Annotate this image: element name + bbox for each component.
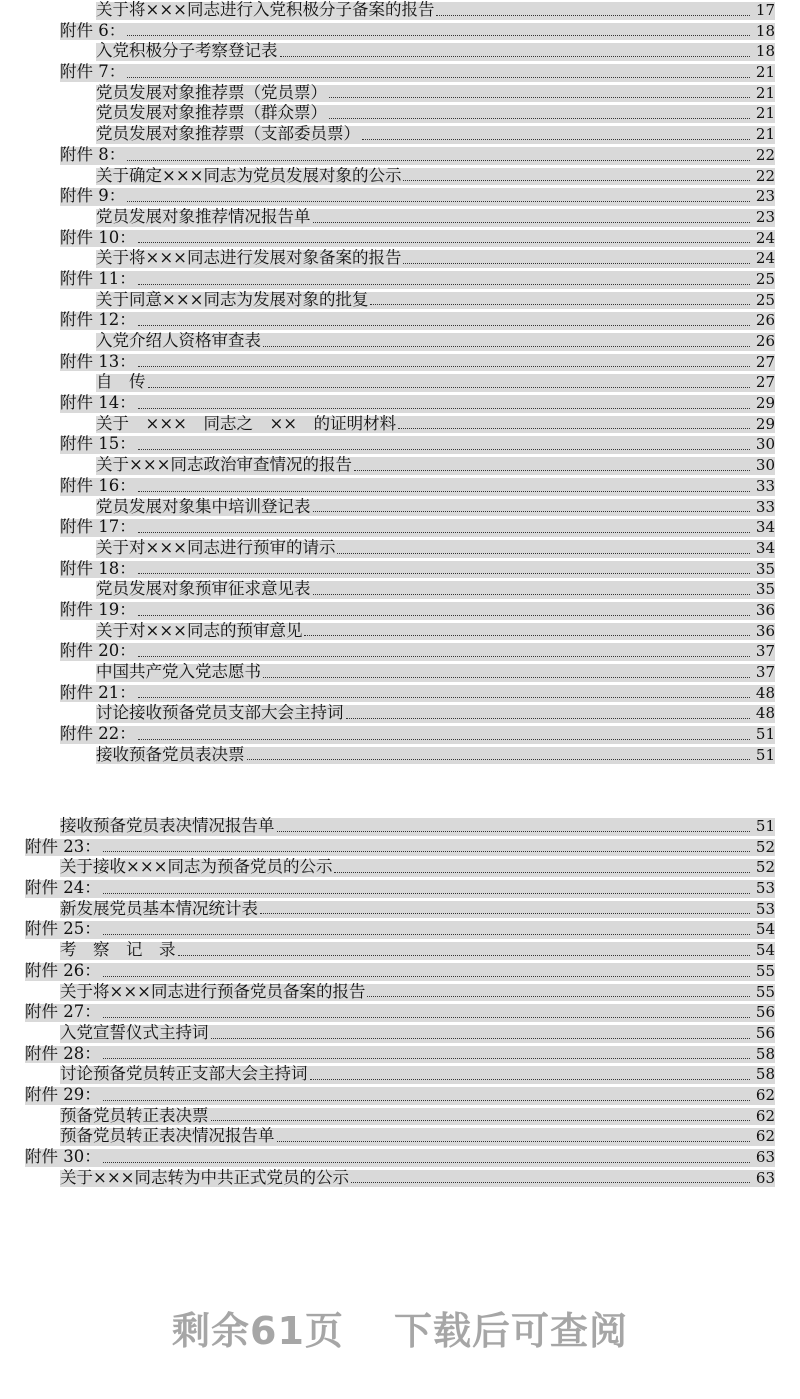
toc-row-highlight <box>60 64 775 82</box>
toc-page-number: 58 <box>755 1044 775 1063</box>
toc-entry-label: 附件 15： <box>60 434 136 454</box>
toc-page-number: 62 <box>755 1106 775 1125</box>
toc-appendix-row[interactable] <box>0 1085 800 1106</box>
toc-leader-dots <box>403 180 750 181</box>
toc-section-2 <box>0 816 800 1188</box>
toc-entry-label: 关于将×××同志进行发展对象备案的报告 <box>96 248 402 268</box>
toc-row-highlight <box>25 1084 775 1105</box>
toc-leader-dots <box>337 553 750 554</box>
toc-row-highlight <box>25 1043 775 1064</box>
toc-appendix-row[interactable] <box>0 600 800 621</box>
toc-leader-dots <box>138 573 750 574</box>
toc-leader-dots <box>362 139 750 140</box>
toc-page-number: 48 <box>755 683 775 702</box>
toc-appendix-row[interactable] <box>0 837 800 858</box>
toc-entry-label: 附件 29： <box>25 1084 101 1104</box>
toc-leader-dots <box>103 851 750 852</box>
toc-leader-dots <box>127 201 750 202</box>
toc-row-highlight <box>25 1149 775 1167</box>
toc-entry-label: 考 察 记 录 <box>60 940 176 960</box>
toc-appendix-row[interactable] <box>0 393 800 414</box>
toc-page-number: 54 <box>755 920 775 939</box>
toc-row-highlight <box>60 395 775 413</box>
toc-appendix-row[interactable] <box>0 228 800 249</box>
toc-entry-row[interactable] <box>0 290 800 311</box>
toc-leader-dots <box>329 118 750 119</box>
toc-entry-label: 党员发展对象推荐票（支部委员票） <box>96 124 360 144</box>
toc-page-number: 21 <box>755 125 775 144</box>
toc-entry-label: 附件 17： <box>60 517 136 537</box>
toc-entry-row[interactable] <box>0 1023 800 1044</box>
toc-page-number: 23 <box>755 187 775 206</box>
toc-page-number: 54 <box>755 941 775 960</box>
toc-page-number: 33 <box>755 497 775 516</box>
toc-entry-label: 新发展党员基本情况统计表 <box>60 898 258 918</box>
toc-entry-row[interactable] <box>0 703 800 724</box>
toc-page-number: 56 <box>755 1023 775 1042</box>
toc-page-number: 35 <box>755 580 775 599</box>
toc-appendix-row[interactable] <box>0 878 800 899</box>
toc-appendix-row[interactable] <box>0 1147 800 1168</box>
toc-entry-label: 关于确定×××同志为党员发展对象的公示 <box>96 165 402 185</box>
toc-leader-dots <box>138 739 750 740</box>
toc-leader-dots <box>127 77 750 78</box>
toc-page-number: 25 <box>755 290 775 309</box>
toc-leader-dots <box>280 56 751 57</box>
toc-entry-label: 关于×××同志政治审查情况的报告 <box>96 455 352 475</box>
download-banner <box>0 1300 800 1355</box>
toc-entry-label: 预备党员转正表决票 <box>60 1105 209 1125</box>
toc-entry-label: 预备党员转正表决情况报告单 <box>60 1126 275 1146</box>
toc-page-number: 36 <box>755 621 775 640</box>
toc-entry-label: 中国共产党入党志愿书 <box>96 662 261 681</box>
toc-leader-dots <box>370 304 750 305</box>
toc-page-number: 17 <box>755 1 775 19</box>
toc-entry-row[interactable] <box>0 414 800 435</box>
toc-leader-dots <box>138 449 750 450</box>
toc-page-number: 18 <box>755 21 775 40</box>
download-hint-text: 下载后可查阅 <box>393 1309 628 1353</box>
toc-appendix-row[interactable] <box>0 1044 800 1065</box>
toc-leader-dots <box>138 615 750 616</box>
toc-page-number: 33 <box>755 476 775 495</box>
toc-entry-label: 接收预备党员表决票 <box>96 744 245 764</box>
toc-entry-row[interactable] <box>0 621 800 642</box>
toc-row-highlight <box>96 374 775 392</box>
toc-page-number: 27 <box>755 373 775 392</box>
toc-appendix-row[interactable] <box>0 919 800 940</box>
toc-row-highlight <box>25 960 775 981</box>
toc-leader-dots <box>211 1120 751 1121</box>
toc-page-number: 35 <box>755 559 775 578</box>
toc-leader-dots <box>367 996 750 997</box>
toc-leader-dots <box>103 934 750 935</box>
toc-leader-dots <box>211 1038 751 1039</box>
toc-page-number: 56 <box>755 1003 775 1022</box>
toc-entry-label: 关于 ××× 同志之 ×× 的证明材料 <box>96 413 397 433</box>
remaining-pages-text: 剩余61页 <box>172 1309 344 1353</box>
toc-appendix-row[interactable] <box>0 21 800 42</box>
toc-entry-label: 附件 9： <box>60 186 126 206</box>
toc-entry-label: 附件 18： <box>60 558 136 578</box>
toc-entry-label: 关于接收×××同志为预备党员的公示 <box>60 857 333 877</box>
toc-appendix-row[interactable] <box>0 559 800 580</box>
toc-row-highlight <box>25 921 775 939</box>
toc-entry-row[interactable] <box>0 0 800 21</box>
toc-appendix-row[interactable] <box>0 62 800 83</box>
toc-leader-dots <box>277 1141 751 1142</box>
toc-entry-row[interactable] <box>0 1064 800 1085</box>
toc-leader-dots <box>436 15 750 16</box>
toc-leader-dots <box>329 97 750 98</box>
toc-entry-label: 附件 14： <box>60 393 136 413</box>
toc-page-number: 51 <box>755 725 775 744</box>
toc-entry-label: 讨论接收预备党员支部大会主持词 <box>96 703 344 723</box>
toc-leader-dots <box>138 656 750 657</box>
toc-leader-dots <box>403 263 750 264</box>
toc-entry-label: 入党宣誓仪式主持词 <box>60 1022 209 1042</box>
toc-entry-row[interactable] <box>0 207 800 228</box>
toc-leader-dots <box>247 759 751 760</box>
toc-entry-label: 附件 21： <box>60 682 136 702</box>
toc-leader-dots <box>304 635 750 636</box>
toc-page-number: 26 <box>755 332 775 350</box>
toc-page-number: 36 <box>755 600 775 619</box>
toc-entry-row[interactable] <box>0 497 800 518</box>
toc-page-number: 23 <box>755 207 775 226</box>
toc-entry-label: 入党积极分子考察登记表 <box>96 41 278 61</box>
toc-page-number: 63 <box>755 1168 775 1187</box>
toc-entry-row[interactable] <box>0 857 800 878</box>
toc-entry-label: 附件 27： <box>25 1002 101 1022</box>
toc-entry-label: 附件 25： <box>25 919 101 939</box>
toc-entry-label: 党员发展对象推荐票（群众票） <box>96 103 327 123</box>
toc-entry-row[interactable] <box>0 538 800 559</box>
toc-entry-label: 关于将×××同志进行入党积极分子备案的报告 <box>96 0 435 19</box>
toc-row-highlight <box>25 880 775 898</box>
toc-page-number: 22 <box>755 145 775 164</box>
toc-page-number: 55 <box>755 982 775 1001</box>
toc-leader-dots <box>103 1058 750 1059</box>
toc-appendix-row[interactable] <box>0 186 800 207</box>
toc-page-number: 29 <box>755 394 775 413</box>
toc-row-highlight <box>60 351 775 372</box>
toc-page-number: 25 <box>755 269 775 288</box>
toc-entry-label: 附件 23： <box>25 836 101 856</box>
toc-row-highlight <box>60 519 775 537</box>
toc-leader-dots <box>178 955 751 956</box>
toc-appendix-row[interactable] <box>0 145 800 166</box>
toc-entry-row[interactable] <box>0 1168 800 1189</box>
toc-entry-label: 自 传 <box>96 372 146 392</box>
toc-row-highlight <box>60 643 775 661</box>
toc-entry-label: 接收预备党员表决情况报告单 <box>60 816 275 835</box>
toc-page-number: 37 <box>755 663 775 681</box>
toc-entry-row[interactable] <box>0 982 800 1003</box>
toc-row-highlight <box>60 475 775 496</box>
toc-entry-label: 附件 30： <box>25 1147 101 1166</box>
toc-page-number: 18 <box>755 42 775 61</box>
toc-entry-row[interactable] <box>0 372 800 393</box>
toc-page-number: 52 <box>755 837 775 856</box>
toc-entry-row[interactable] <box>0 745 800 766</box>
toc-entry-label: 附件 24： <box>25 878 101 898</box>
toc-row-highlight <box>25 836 775 857</box>
toc-leader-dots <box>277 831 751 832</box>
toc-page-number: 26 <box>755 311 775 330</box>
toc-entry-label: 附件 20： <box>60 641 136 661</box>
toc-entry-label: 党员发展对象推荐情况报告单 <box>96 206 311 226</box>
toc-entry-row[interactable] <box>0 579 800 600</box>
toc-leader-dots <box>313 222 751 223</box>
toc-entry-row[interactable] <box>0 816 800 837</box>
toc-row-highlight <box>60 599 775 620</box>
toc-appendix-row[interactable] <box>0 641 800 662</box>
toc-leader-dots <box>138 284 750 285</box>
toc-entry-row[interactable] <box>0 103 800 124</box>
toc-entry-row[interactable] <box>0 455 800 476</box>
toc-entry-label: 附件 16： <box>60 475 136 495</box>
toc-page-number: 21 <box>755 83 775 102</box>
toc-page-number: 62 <box>755 1085 775 1104</box>
toc-entry-label: 附件 12： <box>60 310 136 330</box>
toc-page-number: 24 <box>755 228 775 247</box>
toc-leader-dots <box>260 913 750 914</box>
toc-row-highlight <box>60 268 775 289</box>
toc-page-number: 30 <box>755 435 775 454</box>
toc-appendix-row[interactable] <box>0 434 800 455</box>
toc-appendix-row[interactable] <box>0 961 800 982</box>
toc-page-number: 62 <box>755 1127 775 1146</box>
toc-leader-dots <box>127 35 750 36</box>
toc-entry-label: 党员发展对象预审征求意见表 <box>96 579 311 599</box>
toc-appendix-row[interactable] <box>0 683 800 704</box>
toc-leader-dots <box>263 346 750 347</box>
toc-page-number: 34 <box>755 518 775 537</box>
toc-entry-row[interactable] <box>0 83 800 104</box>
toc-row-highlight <box>25 1004 775 1022</box>
toc-row-highlight <box>60 558 775 579</box>
toc-entry-label: 关于将×××同志进行预备党员备案的报告 <box>60 981 366 1001</box>
toc-entry-row[interactable] <box>0 1106 800 1127</box>
toc-leader-dots <box>138 532 750 533</box>
toc-entry-row[interactable] <box>0 940 800 961</box>
toc-entry-label: 入党介绍人资格审查表 <box>96 331 261 350</box>
toc-leader-dots <box>138 366 750 367</box>
toc-leader-dots <box>103 1017 750 1018</box>
toc-leader-dots <box>310 1079 751 1080</box>
toc-leader-dots <box>138 325 750 326</box>
toc-leader-dots <box>263 677 750 678</box>
toc-entry-row[interactable] <box>0 41 800 62</box>
toc-page-number: 24 <box>755 249 775 268</box>
toc-leader-dots <box>313 594 751 595</box>
toc-entry-label: 附件 8： <box>60 144 126 164</box>
toc-entry-label: 附件 19： <box>60 599 136 619</box>
toc-entry-label: 附件 28： <box>25 1043 101 1063</box>
toc-entry-label: 关于对×××同志的预审意见 <box>96 620 303 640</box>
toc-entry-row[interactable] <box>0 248 800 269</box>
toc-entry-label: 讨论预备党员转正支部大会主持词 <box>60 1064 308 1084</box>
toc-row-highlight <box>60 312 775 330</box>
toc-leader-dots <box>127 160 750 161</box>
toc-page-number: 53 <box>755 899 775 918</box>
toc-leader-dots <box>103 1100 750 1101</box>
toc-page-number: 58 <box>755 1065 775 1084</box>
toc-page-number: 22 <box>755 166 775 185</box>
toc-entry-label: 党员发展对象集中培训登记表 <box>96 496 311 516</box>
toc-page-number: 37 <box>755 642 775 661</box>
toc-leader-dots <box>138 242 750 243</box>
toc-entry-label: 党员发展对象推荐票（党员票） <box>96 82 327 102</box>
toc-row-highlight <box>60 20 775 41</box>
toc-entry-row[interactable] <box>0 662 800 683</box>
toc-appendix-row[interactable] <box>0 352 800 373</box>
toc-entry-label: 附件 13： <box>60 351 136 371</box>
toc-page-number: 34 <box>755 538 775 557</box>
toc-page-number: 55 <box>755 961 775 980</box>
toc-row-highlight <box>60 726 775 744</box>
toc-page-number: 51 <box>755 745 775 764</box>
toc-page-number: 48 <box>755 704 775 723</box>
toc-leader-dots <box>354 470 750 471</box>
toc-leader-dots <box>313 511 751 512</box>
toc-entry-label: 附件 6： <box>60 20 126 40</box>
toc-entry-label: 关于对×××同志进行预审的请示 <box>96 537 336 557</box>
toc-entry-row[interactable] <box>0 899 800 920</box>
toc-leader-dots <box>103 893 750 894</box>
toc-page-number: 63 <box>755 1148 775 1166</box>
toc-entry-label: 附件 7： <box>60 62 126 82</box>
toc-page-number: 53 <box>755 879 775 898</box>
toc-entry-label: 关于同意×××同志为发展对象的批复 <box>96 289 369 309</box>
toc-leader-dots <box>103 1162 750 1163</box>
toc-appendix-row[interactable] <box>0 269 800 290</box>
toc-entry-label: 附件 22： <box>60 724 136 744</box>
toc-leader-dots <box>138 491 750 492</box>
toc-page-number: 52 <box>755 858 775 877</box>
toc-appendix-row[interactable] <box>0 310 800 331</box>
toc-leader-dots <box>103 976 750 977</box>
toc-row-highlight <box>60 682 775 703</box>
toc-entry-row[interactable] <box>0 331 800 352</box>
toc-entry-label: 关于×××同志转为中共正式党员的公示 <box>60 1167 349 1187</box>
toc-leader-dots <box>148 387 751 388</box>
toc-entry-label: 附件 10： <box>60 227 136 247</box>
toc-appendix-row[interactable] <box>0 476 800 497</box>
toc-leader-dots <box>138 408 750 409</box>
toc-page-number: 21 <box>755 63 775 82</box>
toc-page-number: 29 <box>755 414 775 433</box>
toc-leader-dots <box>346 718 751 719</box>
toc-page-number: 51 <box>755 817 775 835</box>
toc-entry-label: 附件 11： <box>60 268 136 288</box>
toc-entry-row[interactable] <box>0 166 800 187</box>
toc-row-highlight <box>60 227 775 248</box>
toc-leader-dots <box>334 872 750 873</box>
toc-entry-row[interactable] <box>0 1126 800 1147</box>
toc-page-number: 30 <box>755 456 775 475</box>
toc-row-highlight <box>60 144 775 165</box>
toc-leader-dots <box>351 1182 750 1183</box>
toc-page-number: 27 <box>755 352 775 371</box>
toc-row-highlight <box>60 188 775 206</box>
toc-appendix-row[interactable] <box>0 724 800 745</box>
toc-leader-dots <box>398 428 750 429</box>
toc-leader-dots <box>138 697 750 698</box>
toc-entry-row[interactable] <box>0 124 800 145</box>
toc-entry-label: 附件 26： <box>25 960 101 980</box>
toc-row-highlight <box>60 436 775 454</box>
toc-appendix-row[interactable] <box>0 517 800 538</box>
toc-appendix-row[interactable] <box>0 1002 800 1023</box>
toc-page-number: 21 <box>755 104 775 123</box>
